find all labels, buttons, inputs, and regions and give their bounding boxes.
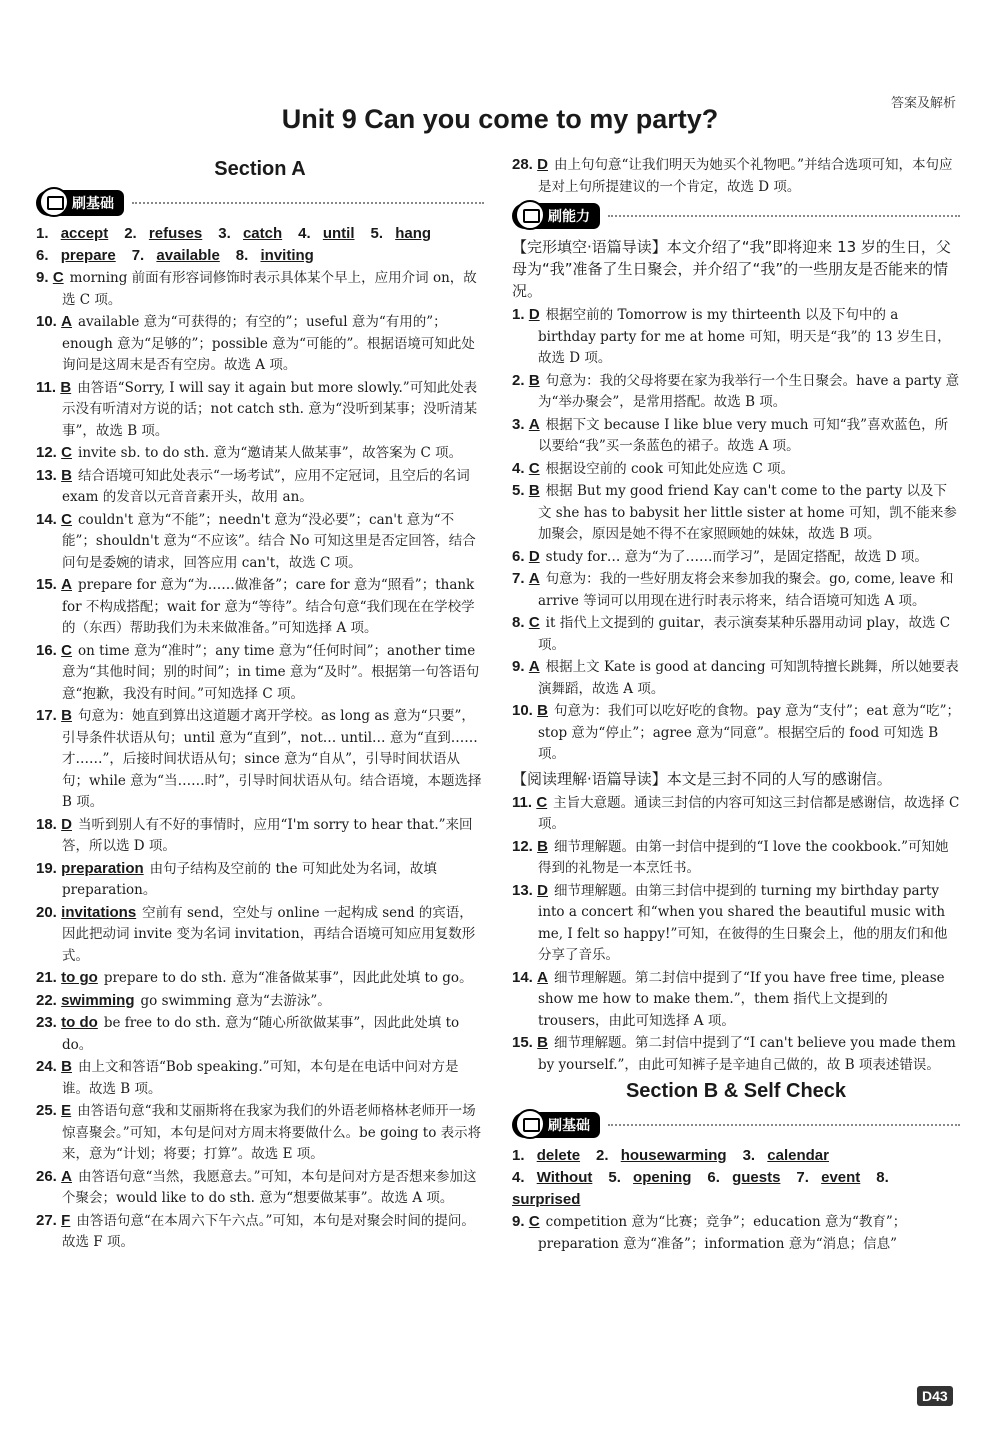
item-explanation: 由答语句意“当然，我愿意去。”可知，本句是问对方是否想来参加这个聚会；would like to do sth. 意为“想要做某事”。故选 A 项。 [62,1168,477,1206]
tag-basic [36,187,484,219]
blank-number: 2. [596,1147,609,1164]
item-number: 7. [512,570,525,587]
item-answer: D [61,815,72,833]
item-answer: B [528,482,540,499]
blank-answer: guests [732,1169,781,1186]
blank-number: 4. [512,1169,525,1186]
blank-answer: until [322,225,355,242]
item-number: 17. [36,707,57,724]
item-answer: to do [61,1014,98,1031]
item-answer: A [61,313,72,330]
blank-answer: accept [60,225,109,242]
answer-item [36,858,484,902]
tag-label: 刷基础 [548,1118,590,1134]
item-number: 16. [36,641,57,659]
item-answer: F [61,1211,71,1229]
answer-item [36,442,484,465]
item-number: 24. [36,1058,57,1075]
right-column [512,154,960,1255]
blank-item [124,225,210,242]
item-explanation: prepare to do sth. 意为“准备做某事”，因此此处填 to go。 [103,970,473,986]
cloze-intro: 【完形填空·语篇导读】本文介绍了“我”即将迎来 13 岁的生日，父母为“我”准备了生日聚会，并介绍了“我”的一些朋友是否能来的情况。 [512,238,951,300]
blank-item [236,247,322,264]
tag-label: 刷能力 [548,209,590,225]
blank-answer: calendar [767,1147,829,1164]
item-answer: B [61,466,72,484]
item-number: 11. [512,793,533,811]
item-answer: D [537,156,548,173]
item-number: 9. [512,658,525,675]
item-explanation: be free to do sth. 意为“随心所欲做某事”，因此此处填 to do。 [62,1015,460,1053]
blank-answer: Without [536,1169,593,1186]
blank-number: 7. [796,1169,809,1186]
dotted-divider [608,215,960,217]
item-number: 10. [36,313,57,330]
item-number: 25. [36,1102,57,1119]
item-answer: C [61,510,72,528]
blank-item [512,1147,588,1164]
answer-item [512,546,960,569]
item-answer: B [60,378,72,396]
item-answer: B [537,837,548,855]
item-answer: preparation [61,859,144,877]
blank-answer: available [156,247,220,264]
item-explanation: it 指代上文提到的 guitar，表示演奏某种乐器用动词 play，故选 C 项。 [538,615,951,653]
item-number: 22. [36,991,57,1009]
item-answer: invitations [61,903,137,921]
answer-list [512,1211,960,1255]
answer-item [512,414,960,458]
blanks-row [36,223,484,245]
item-answer: C [52,269,64,286]
unit-title: Unit 9 Can you come to my party? [281,104,719,134]
book-icon [515,1109,545,1139]
item-explanation: 根据下文 because I like blue very much 可知“我”喜欢蓝色，所以要给“我”买一条蓝色的裙子。故选 A 项。 [538,416,949,454]
item-number: 4. [512,459,525,477]
answer-item [512,154,960,198]
book-icon [39,187,69,217]
blank-item [596,1147,735,1164]
item-answer: B [537,1034,548,1051]
item-number: 3. [512,415,525,433]
blank-item [512,1169,600,1186]
item-explanation: 句意为：我的父母将要在家为我举行一个生日聚会。have a party 意为“举办聚会”，是常用搭配。故选 B 项。 [538,372,960,410]
answer-item [36,267,484,311]
item-answer: A [537,968,548,986]
blank-answer: delete [536,1147,581,1164]
item-explanation: competition 意为“比赛；竞争”；education 意为“教育”；preparation 意为“准备”；information 意为“消息；信息” [538,1214,907,1252]
item-answer: D [528,306,540,323]
item-answer: B [61,1058,72,1075]
answer-item [512,967,960,1033]
item-answer: C [536,793,548,811]
item-number: 21. [36,969,57,986]
answer-item [36,705,484,814]
answer-item [512,1032,960,1076]
item-number: 2. [512,371,525,389]
blank-number: 2. [124,225,137,242]
item-number: 14. [512,968,533,986]
blank-number: 5. [608,1169,621,1186]
blank-number: 5. [370,225,384,242]
item-explanation: 细节理解题。第二封信中提到了“If you have free time, please show me how to make them.”，them 指代上文提到的 trousers，由此可知选择 A 项。 [538,969,945,1029]
item-explanation: 根据空前的 Tomorrow is my thirteenth 以及下句中的 a birthday party for me at home 可知，明天是“我”的 13 岁生日，故选 D 项。 [538,307,951,366]
blank-item [36,225,116,242]
blank-item [608,1169,699,1186]
answer-item [512,656,960,700]
item-answer: C [61,444,72,461]
item-explanation: 由句子结构及空前的 the 可知此处为名词，故填 preparation。 [62,860,437,898]
item-explanation: available 意为“可获得的；有空的”；useful 意为“有用的”；enough 意为“足够的”；possible 意为“可能的”。根据语境可知此处询问是这周末是否有空房。故选 A 项。 [62,314,475,373]
tag-label: 刷基础 [72,196,114,212]
item-number: 13. [512,881,533,899]
item-explanation: couldn't 意为“不能”；needn't 意为“没必要”；can't 意为“不能”；shouldn't 意为“不应该”。结合 No 可知这里是否定回答，结合问句是委婉的请求，回答应用 can't，故选 C 项。 [62,511,476,571]
item-answer: A [528,570,540,587]
item-explanation: 当听到别人有不好的事情时，应用“I'm sorry to hear that.”来回答，所以选 D 项。 [62,816,473,854]
answer-item [36,509,484,575]
book-icon [515,200,545,230]
blank-item [218,225,290,242]
item-answer: A [61,576,72,593]
answer-item [512,792,960,836]
left-column [36,154,484,1254]
item-number: 1. [512,306,525,323]
item-number: 10. [512,702,533,719]
answer-item [36,990,484,1013]
blank-item [743,1147,837,1164]
item-explanation: morning 前面有形容词修饰时表示具体某个早上，应用介词 on，故选 C 项。 [62,270,477,308]
answer-item [36,1012,484,1056]
item-answer: C [528,614,540,631]
blank-answer: hang [395,225,432,242]
answer-item [512,1211,960,1255]
item-answer: B [528,371,540,389]
blank-answer: housewarming [620,1147,727,1164]
item-number: 19. [36,859,57,877]
blanks-row [512,1167,960,1211]
item-number: 8. [512,614,525,631]
item-explanation: 细节理解题。由第一封信中提到的“I love the cookbook.”可知她得到的礼物是一本烹饪书。 [538,838,949,876]
answer-item [512,568,960,612]
item-explanation: 主旨大意题。通读三封信的内容可知这三封信都是感谢信，故选择 C 项。 [538,794,960,832]
header-label: 答案及解析 [890,96,956,111]
item-number: 6. [512,547,525,565]
answer-item [36,377,484,443]
answer-item [512,700,960,766]
blanks-row [36,245,484,267]
item-number: 23. [36,1014,57,1031]
blank-number: 7. [131,247,145,264]
answer-item [36,640,484,706]
answer-item [512,370,960,414]
answer-item [512,880,960,967]
section-title-b: Section B & Self Check [625,1080,847,1102]
item-number: 20. [36,903,57,921]
blank-number: 1. [512,1147,525,1164]
tag-pill [36,190,124,216]
item-explanation: prepare for 意为“为……做准备”；care for 意为“照看”；thank for 不构成搭配；wait for 意为“等待”。结合句意“我们现在在学校学的（东西）帮助我们为未来做准备。”可知选择 A 项。 [62,577,475,636]
answer-item [36,1166,484,1210]
answer-item [512,836,960,880]
section-title-a: Section A [214,158,306,180]
blank-number: 8. [876,1169,889,1186]
answer-item [36,967,484,990]
blank-answer: event [821,1169,861,1186]
item-answer: A [528,658,540,675]
blank-item [796,1169,868,1186]
item-answer: C [528,459,540,477]
item-explanation: 细节理解题。第二封信中提到了“I can't believe you made them by yourself.”，由此可知裤子是辛迪自己做的，故 B 项表述错误。 [538,1035,956,1073]
item-number: 28. [512,156,533,173]
item-number: 12. [512,837,533,855]
tag-pill [512,203,600,229]
item-explanation: 句意为：我们可以吃好吃的食物。pay 意为“支付”；eat 意为“吃”；stop 意为“停止”；agree 意为“同意”。根据空后的 food 可知选 B 项。 [538,703,960,762]
blank-number: 6. [707,1169,720,1186]
item-number: 9. [36,269,49,286]
blank-item [707,1169,788,1186]
item-answer: A [528,415,540,433]
answer-item [512,458,960,481]
item-explanation: 由上文和答语“Bob speaking.”可知，本句是在电话中问对方是谁。故选 B 项。 [62,1059,459,1097]
item-explanation: go swimming 意为“去游泳”。 [140,992,331,1009]
blanks-row [512,1145,960,1167]
item-explanation: invite sb. to do sth. 意为“邀请某人做某事”，故答案为 C 项。 [78,445,463,461]
item-explanation: on time 意为“准时”；any time 意为“任何时间”；another time 意为“其他时间；别的时间”；in time 意为“及时”。根据第一句答语句意“抱歉，我没有时间。”可知选择 C 项。 [62,642,480,702]
item-number: 13. [36,466,57,484]
answer-item [512,304,960,370]
blank-answer: inviting [260,247,314,264]
blank-answer: opening [633,1169,692,1186]
item-answer: E [61,1102,72,1119]
blank-number: 3. [218,225,231,242]
page-number: D43 [917,1386,953,1406]
item-answer: D [528,547,540,565]
item-number: 18. [36,815,57,833]
tag-pill [512,1112,600,1138]
answer-item [36,902,484,968]
item-explanation: 空前有 send，空处与 online 一起构成 send 的宾语，因此把动词 invite 变为名词 invitation，再结合语境可知应用复数形式。 [62,904,476,964]
item-number: 26. [36,1167,57,1185]
item-explanation: 由答语句意“我和艾丽斯将在我家为我们的外语老师格林老师开一场惊喜聚会。”可知，本句是问对方周末将要做什么。be going to 表示将来，意为“计划；将要；打算”。故选 E 项。 [62,1103,482,1162]
item-answer: B [61,707,72,724]
blank-answer: refuses [148,225,203,242]
item-number: 11. [36,378,57,396]
item-explanation: 结合语境可知此处表示“一场考试”，应用不定冠词，且空后的名词 exam 的发音以元音音素开头，故用 an。 [62,467,470,505]
blank-answer: surprised [512,1191,581,1208]
item-answer: B [537,702,548,719]
reading-intro: 【阅读理解·语篇导读】本文是三封不同的人写的感谢信。 [512,769,892,788]
blank-number: 6. [36,247,49,264]
item-explanation: 由上句句意“让我们明天为她买个礼物吧。”并结合选项可知，本句应是对上句所提建议的一个肯定，故选 D 项。 [538,157,953,195]
answer-item [512,612,960,656]
item-answer: A [61,1167,72,1185]
item-explanation: 根据 But my good friend Kay can't come to the party 以及下文 she has to babysit her little sister at home 可知，凯不能来参加聚会，原因是她不得不在家照顾她的妹妹，故选 B 项。 [538,483,957,542]
item-number: 5. [512,482,525,499]
answer-item [36,1100,484,1166]
answer-item [36,1056,484,1100]
blank-item [36,247,124,264]
tag-ability [512,200,960,232]
answer-item [36,814,484,858]
item-answer: D [537,881,548,899]
blank-number: 8. [235,247,249,264]
blank-number: 3. [742,1147,756,1164]
item-number: 15. [512,1034,533,1051]
dotted-divider [132,202,484,204]
answer-item [36,1210,484,1254]
item-explanation: 句意为：我的一些好朋友将会来参加我的聚会。go, come, leave 和 arrive 等词可以用现在进行时表示将来，结合语境可知选 A 项。 [538,571,954,609]
dotted-divider [608,1124,960,1126]
item-answer: to go [61,969,98,986]
blank-number: 4. [298,225,311,242]
blank-item [132,247,228,264]
item-explanation: 根据上文 Kate is good at dancing 可知凯特擅长跳舞，所以她要表演舞蹈，故选 A 项。 [538,659,959,697]
blank-answer: prepare [60,247,116,264]
item-answer: C [528,1213,540,1230]
item-number: 15. [36,576,57,593]
answer-list [512,792,960,1077]
item-explanation: 根据设空前的 cook 可知此处应选 C 项。 [545,460,795,477]
blank-item [298,225,362,242]
answer-item [512,480,960,546]
blank-answer: catch [242,225,283,242]
item-explanation: 由答语“Sorry, I will say it again but more slowly.”可知此处表示没有听清对方说的话；not catch sth. 意为“没听到某事；没听清某事”，故选 B 项。 [62,379,478,439]
blank-number: 1. [36,225,49,242]
blank-item [371,225,440,242]
item-number: 12. [36,444,57,461]
item-explanation: 由答语句意“在本周六下午六点。”可知，本句是对聚会时间的提问。故选 F 项。 [62,1212,475,1250]
answer-list [512,304,960,766]
answer-list [36,267,484,1254]
item-explanation: 细节理解题。由第三封信中提到的 turning my birthday party into a concert 和“when you shared the beautiful music with me, I felt so happy!”可知，在彼得的生日聚会上，他的朋友们和他分享了音乐。 [538,882,948,963]
item-answer: C [61,641,72,659]
answer-list [512,154,960,198]
item-number: 27. [36,1211,57,1229]
item-explanation: 句意为：她直到算出这道题才离开学校。as long as 意为“只要”，引导条件状语从句；until 意为“直到”，not… until… 意为“直到……才……”，后接时间状语从句；since 意为“自从”，引导时间状语从句；while 意为“当……时”，引导时间状语从句。结合语境，本题选择 B 项。 [62,708,482,810]
item-number: 9. [512,1213,525,1230]
answer-item [36,465,484,509]
tag-basic [512,1109,960,1141]
answer-item [36,574,484,640]
item-number: 14. [36,510,57,528]
item-answer: swimming [61,991,135,1009]
item-explanation: study for… 意为“为了……而学习”，是固定搭配，故选 D 项。 [545,548,928,565]
answer-item [36,311,484,377]
